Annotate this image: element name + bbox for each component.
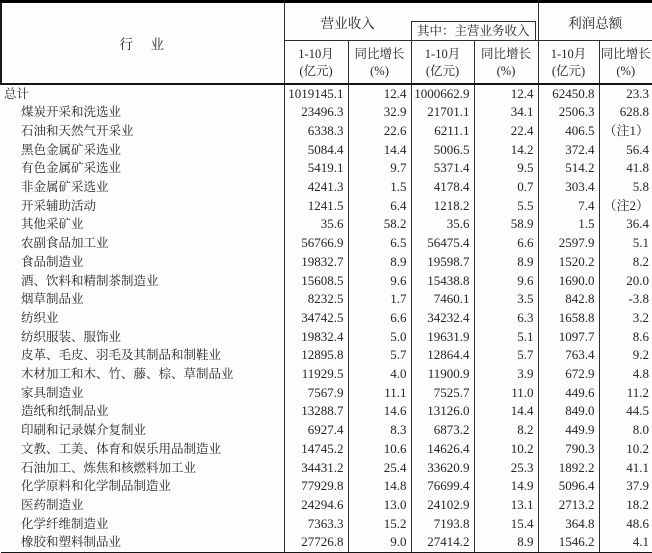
main-business-growth-value: 12.4 [474, 84, 538, 104]
industry-name: 化学原料和化学制品制造业 [21, 479, 172, 494]
industry-name: 纺织服装、服饰业 [21, 329, 122, 344]
industry-name: 家具制造业 [21, 385, 84, 400]
profit-amount-value: 406.5 [538, 122, 599, 141]
main-business-amount-value: 35.6 [411, 215, 474, 234]
profit-growth-value: 4.8 [599, 365, 652, 384]
column-header-growth-unit: (%) [370, 64, 389, 79]
profit-amount-value: 372.4 [538, 141, 599, 160]
table-row [1, 290, 652, 309]
profit-amount-value: 1097.7 [538, 328, 599, 347]
revenue-amount-value: 14745.2 [284, 440, 348, 459]
industry-name: 皮革、毛皮、羽毛及其制品和制鞋业 [21, 348, 222, 363]
industry-name: 木材加工和木、竹、藤、棕、草制品业 [21, 367, 234, 382]
profit-amount-value: 1658.8 [538, 309, 599, 328]
column-header-unit: (亿元) [551, 64, 586, 79]
industry-name: 石油加工、炼焦和核燃料加工业 [21, 460, 197, 475]
revenue-amount-value: 34431.2 [284, 459, 348, 478]
column-header-growth: 同比增长 [354, 47, 405, 62]
main-business-amount-value: 1218.2 [411, 197, 474, 216]
table-row [1, 122, 652, 141]
table-row [1, 159, 652, 178]
profit-growth-value: 5.1 [599, 234, 652, 253]
industry-name: 石油和天然气开采业 [21, 123, 134, 138]
profit-amount-value: 514.2 [538, 159, 599, 178]
table-row [1, 515, 652, 534]
profit-growth-value: 41.1 [599, 459, 652, 478]
profit-growth-value: 10.2 [599, 440, 652, 459]
profit-growth-value: 36.4 [599, 215, 652, 234]
revenue-amount-value: 6927.4 [284, 421, 348, 440]
column-header-growth-unit: (%) [616, 64, 636, 79]
main-business-amount-value: 21701.1 [411, 103, 474, 122]
industry-name: 煤炭开采和洗选业 [21, 105, 122, 120]
industry-name: 非金属矿采选业 [21, 180, 109, 195]
table-row [1, 402, 652, 421]
profit-group-header: 利润总额 [538, 2, 652, 41]
revenue-growth-value: 12.4 [348, 84, 411, 104]
revenue-amount-value: 15608.5 [284, 272, 348, 291]
revenue-amount-value: 11929.5 [284, 365, 348, 384]
main-business-amount-value: 13126.0 [411, 402, 474, 421]
profit-amount-value: 7.4 [538, 197, 599, 216]
profit-amount-value: 1690.0 [538, 272, 599, 291]
main-business-amount-value: 33620.9 [411, 459, 474, 478]
revenue-growth-value: 32.9 [348, 103, 411, 122]
revenue-growth-value: 6.5 [348, 234, 411, 253]
column-header-period: 1-10月 [298, 47, 334, 62]
revenue-growth-value: 15.2 [348, 515, 411, 534]
table-row [1, 477, 652, 496]
profit-amount-value: 303.4 [538, 178, 599, 197]
main-business-growth-value: 58.9 [474, 215, 538, 234]
revenue-amount-value: 7567.9 [284, 384, 348, 403]
industry-name: 烟草制品业 [21, 292, 84, 307]
main-business-growth-value: 11.0 [474, 384, 538, 403]
main-business-amount-value: 14626.4 [411, 440, 474, 459]
profit-growth-value: 8.6 [599, 328, 652, 347]
profit-growth-value: 23.3 [599, 84, 652, 104]
profit-growth-column-header [599, 41, 652, 84]
revenue-amount-value: 19832.4 [284, 328, 348, 347]
revenue-amount-value: 1019145.1 [284, 84, 348, 104]
table-row [1, 459, 652, 478]
main-business-growth-value: 9.6 [474, 272, 538, 291]
profit-growth-value: 48.6 [599, 515, 652, 534]
revenue-growth-column-header [348, 41, 411, 84]
revenue-growth-value: 22.6 [348, 122, 411, 141]
industry-name: 食品制造业 [21, 254, 84, 269]
profit-amount-value: 2597.9 [538, 234, 599, 253]
revenue-growth-value: 14.4 [348, 141, 411, 160]
profit-amount-value: 449.9 [538, 421, 599, 440]
table-row [1, 178, 652, 197]
profit-amount-value: 2506.3 [538, 103, 599, 122]
revenue-growth-value: 11.1 [348, 384, 411, 403]
main-business-growth-value: 14.9 [474, 477, 538, 496]
main-business-growth-value: 25.3 [474, 459, 538, 478]
table-row [1, 309, 652, 328]
revenue-growth-value: 10.6 [348, 440, 411, 459]
table-row [1, 197, 652, 216]
main-business-growth-value: 14.2 [474, 141, 538, 160]
main-business-amount-value: 15438.8 [411, 272, 474, 291]
profit-growth-value: 18.2 [599, 496, 652, 515]
main-business-growth-value: 8.9 [474, 533, 538, 553]
industry-name: 黑色金属矿采选业 [21, 142, 122, 157]
main-business-growth-value: 3.5 [474, 290, 538, 309]
table-row [1, 440, 652, 459]
profit-amount-value: 672.9 [538, 365, 599, 384]
main-business-amount-value: 34232.4 [411, 309, 474, 328]
revenue-growth-value: 14.6 [348, 402, 411, 421]
main-business-growth-value: 6.6 [474, 234, 538, 253]
table-row [1, 84, 652, 104]
main-business-growth-value: 14.4 [474, 402, 538, 421]
industry-name: 纺织业 [21, 310, 59, 325]
main-business-amount-value: 7193.8 [411, 515, 474, 534]
main-business-growth-value: 8.9 [474, 253, 538, 272]
column-header-unit: (亿元) [299, 64, 333, 79]
table-row [1, 346, 652, 365]
main-business-growth-value: 10.2 [474, 440, 538, 459]
main-business-group-header: 其中：主营业务收入 [411, 21, 536, 40]
profit-amount-value: 849.0 [538, 402, 599, 421]
industry-name: 其他采矿业 [21, 217, 84, 232]
revenue-growth-value: 5.0 [348, 328, 411, 347]
industry-name: 化学纤维制造业 [21, 516, 109, 531]
main-business-amount-value: 5006.5 [411, 141, 474, 160]
revenue-growth-value: 5.7 [348, 346, 411, 365]
revenue-amount-value: 13288.7 [284, 402, 348, 421]
revenue-growth-value: 25.4 [348, 459, 411, 478]
revenue-amount-value: 27726.8 [284, 533, 348, 553]
table-row [1, 141, 652, 160]
revenue-amount-value: 8232.5 [284, 290, 348, 309]
main-business-growth-value: 6.3 [474, 309, 538, 328]
main-business-growth-value: 8.2 [474, 421, 538, 440]
profit-amount-value: 1.5 [538, 215, 599, 234]
revenue-group-header: 营业收入 [284, 2, 411, 41]
revenue-growth-value: 6.4 [348, 197, 411, 216]
main-business-amount-value: 24102.9 [411, 496, 474, 515]
main-business-amount-value: 19631.9 [411, 328, 474, 347]
industry-name: 造纸和纸制品业 [21, 404, 109, 419]
revenue-amount-value: 5084.4 [284, 141, 348, 160]
profit-amount-value: 1546.2 [538, 533, 599, 553]
profit-amount-value: 763.4 [538, 346, 599, 365]
industry-name: 橡胶和塑料制品业 [1, 533, 284, 553]
profit-amount-value: 1892.2 [538, 459, 599, 478]
profit-growth-value: 20.0 [599, 272, 652, 291]
main-business-amount-value: 4178.4 [411, 178, 474, 197]
main-business-growth-value: 15.4 [474, 515, 538, 534]
profit-amount-value: 5096.4 [538, 477, 599, 496]
revenue-growth-value: 14.8 [348, 477, 411, 496]
profit-growth-value: 5.8 [599, 178, 652, 197]
revenue-growth-value: 4.0 [348, 365, 411, 384]
profit-amount-value: 364.8 [538, 515, 599, 534]
main-business-amount-value: 6211.1 [411, 122, 474, 141]
profit-growth-value: 8.2 [599, 253, 652, 272]
revenue-growth-value: 8.3 [348, 421, 411, 440]
profit-growth-value: -3.8 [599, 290, 652, 309]
profit-growth-value: 41.8 [599, 159, 652, 178]
profit-amount-value: 449.6 [538, 384, 599, 403]
column-header-growth: 同比增长 [480, 47, 531, 62]
column-header-period: 1-10月 [550, 47, 587, 62]
main-business-growth-value: 34.1 [474, 103, 538, 122]
revenue-amount-value: 6338.3 [284, 122, 348, 141]
main-business-growth-value: 3.9 [474, 365, 538, 384]
main-business-amount-value: 7460.1 [411, 290, 474, 309]
main-business-amount-column-header [411, 41, 474, 84]
revenue-amount-value: 4241.3 [284, 178, 348, 197]
revenue-growth-value: 1.7 [348, 290, 411, 309]
main-business-amount-value: 5371.4 [411, 159, 474, 178]
industry-name: 文教、工美、体育和娱乐用品制造业 [21, 441, 222, 456]
revenue-amount-value: 77929.8 [284, 477, 348, 496]
profit-growth-value: 44.5 [599, 402, 652, 421]
main-business-growth-value: 5.7 [474, 346, 538, 365]
revenue-growth-value: 9.0 [348, 533, 411, 553]
industry-name: 农副食品加工业 [21, 236, 109, 251]
industry-column-header: 行 业 [1, 2, 284, 84]
profit-growth-value: 56.4 [599, 141, 652, 160]
main-business-growth-value: 5.1 [474, 328, 538, 347]
table-row [1, 496, 652, 515]
revenue-growth-value: 8.9 [348, 253, 411, 272]
revenue-amount-value: 23496.3 [284, 103, 348, 122]
table-row [1, 328, 652, 347]
main-business-group-header-cell [411, 2, 538, 41]
column-header-unit: (亿元) [425, 64, 460, 79]
industry-name: 印刷和记录媒介复制业 [21, 423, 147, 438]
revenue-amount-value: 12895.8 [284, 346, 348, 365]
industry-name: 开采辅助活动 [21, 198, 97, 213]
profit-growth-value: 628.8 [599, 103, 652, 122]
revenue-amount-value: 1241.5 [284, 197, 348, 216]
table-row [1, 384, 652, 403]
profit-growth-value: （注1） [599, 122, 652, 141]
industry-name: 医药制造业 [21, 497, 84, 512]
revenue-amount-value: 5419.1 [284, 159, 348, 178]
column-header-growth: 同比增长 [600, 47, 651, 62]
profit-growth-value: 4.1 [599, 533, 652, 553]
profit-amount-value: 2713.2 [538, 496, 599, 515]
profit-growth-value: 8.0 [599, 421, 652, 440]
main-business-amount-value: 12864.4 [411, 346, 474, 365]
table-row [1, 103, 652, 122]
header-row-groups [1, 2, 652, 41]
main-business-growth-value: 13.1 [474, 496, 538, 515]
revenue-growth-value: 1.5 [348, 178, 411, 197]
table-row [1, 253, 652, 272]
revenue-growth-value: 9.7 [348, 159, 411, 178]
profit-growth-value: 9.2 [599, 346, 652, 365]
revenue-amount-value: 35.6 [284, 215, 348, 234]
main-business-growth-value: 0.7 [474, 178, 538, 197]
industry-name: 总计 [4, 86, 30, 101]
revenue-amount-value: 34742.5 [284, 309, 348, 328]
profit-amount-column-header [538, 41, 599, 84]
profit-growth-value: 37.9 [599, 477, 652, 496]
revenue-growth-value: 13.0 [348, 496, 411, 515]
table-row [1, 234, 652, 253]
main-business-growth-column-header [474, 41, 538, 84]
main-business-amount-value: 27414.2 [411, 533, 474, 553]
main-business-amount-value: 1000662.9 [411, 84, 474, 104]
revenue-growth-value: 9.6 [348, 272, 411, 291]
column-header-growth-unit: (%) [496, 64, 516, 79]
column-header-period: 1-10月 [424, 47, 461, 62]
revenue-amount-column-header [284, 41, 348, 84]
table-row [1, 215, 652, 234]
main-business-growth-value: 5.5 [474, 197, 538, 216]
main-business-amount-value: 7525.7 [411, 384, 474, 403]
profit-amount-value: 842.8 [538, 290, 599, 309]
revenue-growth-value: 58.2 [348, 215, 411, 234]
main-business-amount-value: 56475.4 [411, 234, 474, 253]
profit-amount-value: 62450.8 [538, 84, 599, 104]
revenue-amount-value: 7363.3 [284, 515, 348, 534]
profit-growth-value: （注2） [599, 197, 652, 216]
table-row [1, 272, 652, 291]
revenue-amount-value: 56766.9 [284, 234, 348, 253]
revenue-amount-value: 24294.6 [284, 496, 348, 515]
main-business-amount-value: 76699.4 [411, 477, 474, 496]
industry-name: 酒、饮料和精制茶制造业 [21, 273, 159, 288]
industry-name: 有色金属矿采选业 [21, 161, 122, 176]
main-business-amount-value: 19598.7 [411, 253, 474, 272]
main-business-growth-value: 22.4 [474, 122, 538, 141]
table-row [1, 421, 652, 440]
revenue-amount-value: 19832.7 [284, 253, 348, 272]
main-business-amount-value: 11900.9 [411, 365, 474, 384]
main-business-amount-value: 6873.2 [411, 421, 474, 440]
profit-growth-value: 3.2 [599, 309, 652, 328]
revenue-growth-value: 6.6 [348, 309, 411, 328]
table-row [1, 365, 652, 384]
profit-growth-value: 11.2 [599, 384, 652, 403]
profit-amount-value: 1520.2 [538, 253, 599, 272]
profit-amount-value: 790.3 [538, 440, 599, 459]
table-row [1, 533, 652, 553]
main-business-growth-value: 9.5 [474, 159, 538, 178]
